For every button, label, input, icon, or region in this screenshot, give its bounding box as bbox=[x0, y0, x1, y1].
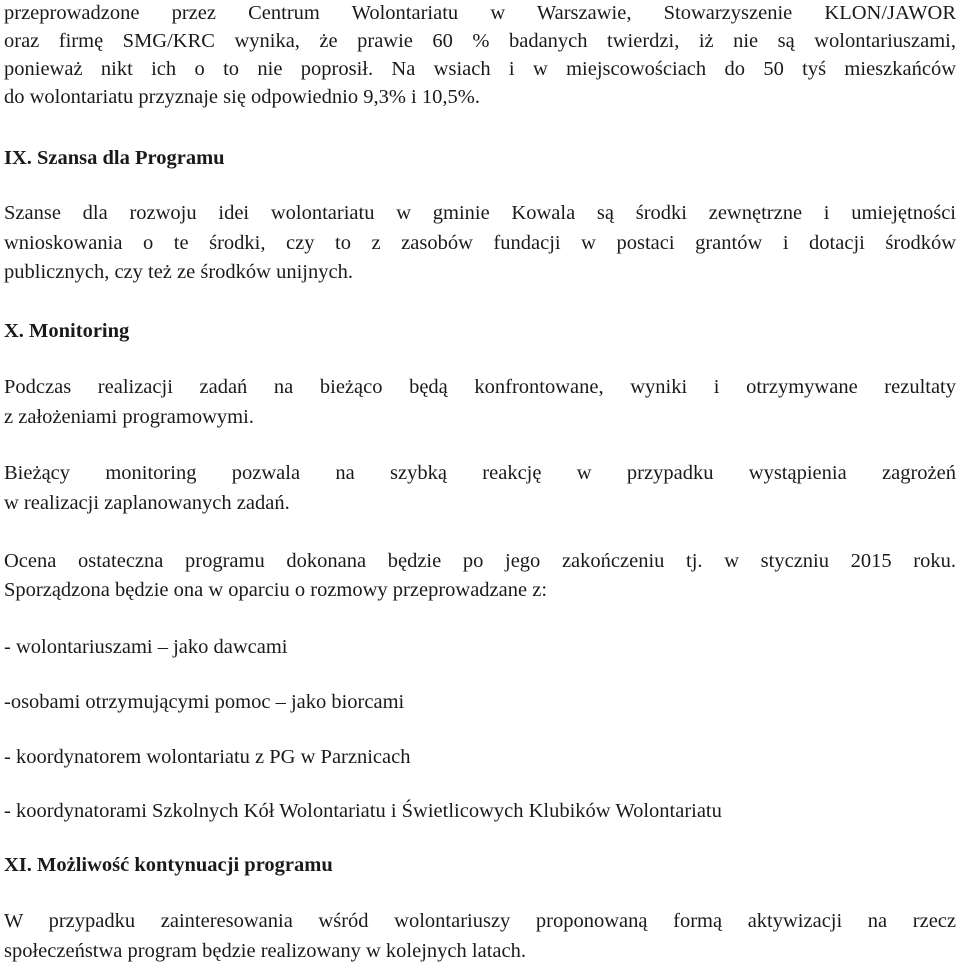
section-ix-line-2: wnioskowania o te środki, czy to z zasobów fundacji w postaci grantów i dotacji środków bbox=[4, 232, 956, 254]
intro-line-1: przeprowadzone przez Centrum Wolontariatu w Warszawie, Stowarzyszenie KLON/JAWOR bbox=[4, 2, 956, 24]
section-x-p3-line-1: Ocena ostateczna programu dokonana będzie po jego zakończeniu tj. w styczniu 2015 roku. bbox=[4, 550, 956, 572]
list-item: - koordynatorami Szkolnych Kół Wolontariatu i Świetlicowych Klubików Wolontariatu bbox=[4, 800, 722, 822]
section-x-p2-line-1: Bieżący monitoring pozwala na szybką reakcję w przypadku wystąpienia zagrożeń bbox=[4, 462, 956, 484]
section-ix-line-3: publicznych, czy też ze środków unijnych. bbox=[4, 261, 353, 283]
section-ix-heading: IX. Szansa dla Programu bbox=[4, 147, 225, 169]
section-ix-line-1: Szanse dla rozwoju idei wolontariatu w gminie Kowala są środki zewnętrzne i umiejętności bbox=[4, 202, 956, 224]
section-x-heading: X. Monitoring bbox=[4, 320, 130, 342]
section-xi-line-1: W przypadku zainteresowania wśród wolontariuszy proponowaną formą aktywizacji na rzecz bbox=[4, 910, 956, 932]
list-item: - wolontariuszami – jako dawcami bbox=[4, 636, 288, 658]
section-xi-line-2: społeczeństwa program będzie realizowany w kolejnych latach. bbox=[4, 940, 526, 962]
intro-line-3: ponieważ nikt ich o to nie poprosił. Na wsiach i w miejscowościach do 50 tyś mieszkańców bbox=[4, 58, 956, 80]
section-x-p2-line-2: w realizacji zaplanowanych zadań. bbox=[4, 492, 290, 514]
section-xi-heading: XI. Możliwość kontynuacji programu bbox=[4, 854, 333, 876]
section-x-p3-line-2: Sporządzona będzie ona w oparciu o rozmowy przeprowadzane z: bbox=[4, 579, 548, 601]
list-item: - koordynatorem wolontariatu z PG w Parznicach bbox=[4, 746, 411, 768]
intro-line-2: oraz firmę SMG/KRC wynika, że prawie 60 % badanych twierdzi, iż nie są wolontariuszami, bbox=[4, 30, 956, 52]
list-item: -osobami otrzymującymi pomoc – jako biorcami bbox=[4, 691, 405, 713]
section-x-p1-line-2: z założeniami programowymi. bbox=[4, 406, 254, 428]
section-x-p1-line-1: Podczas realizacji zadań na bieżąco będą konfrontowane, wyniki i otrzymywane rezultaty bbox=[4, 376, 956, 398]
intro-line-4: do wolontariatu przyznaje się odpowiednio 9,3% i 10,5%. bbox=[4, 86, 480, 108]
